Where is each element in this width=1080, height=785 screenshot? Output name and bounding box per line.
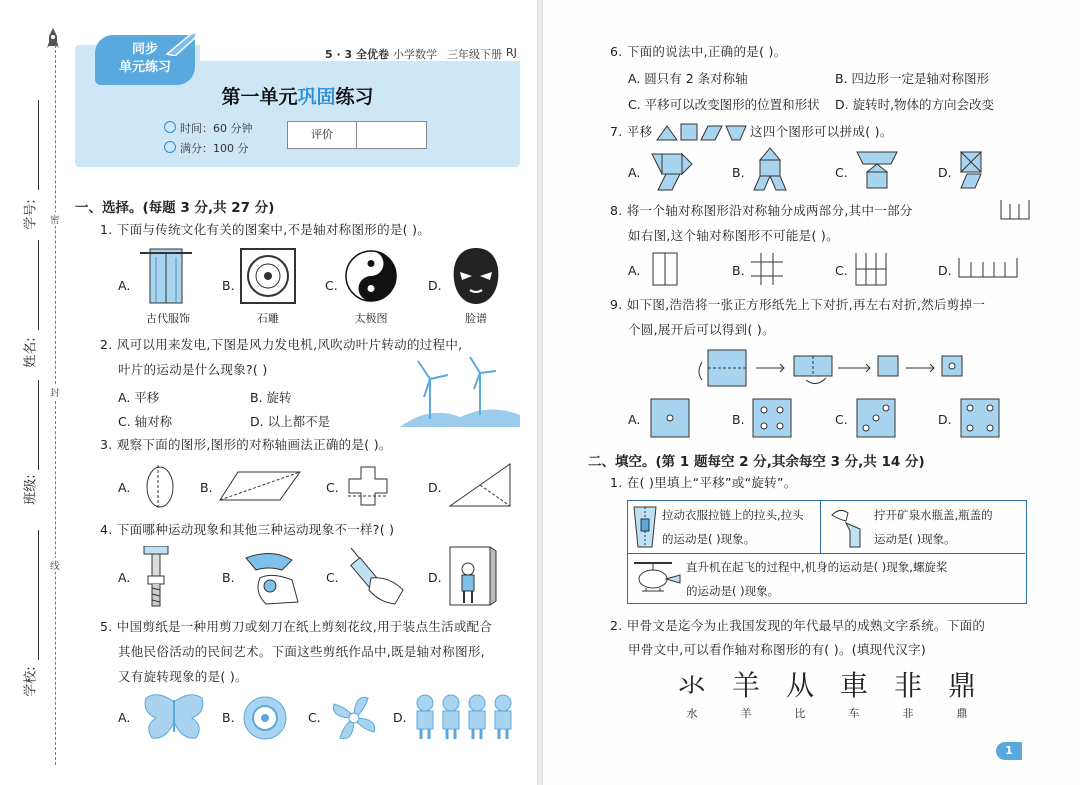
section1-title: 一、选择。(每题 3 分,共 27 分) <box>75 200 275 216</box>
round-papercut-image <box>242 695 288 741</box>
q6-option-c[interactable]: C. 平移可以改变图形的位置和形状 <box>628 97 820 112</box>
q2-option-d[interactable]: D. 以上都不是 <box>250 414 331 429</box>
oracle-glyph-3: 車 <box>839 669 868 702</box>
q3-option-c[interactable]: C. <box>326 480 339 495</box>
q3-oval-figure <box>145 465 175 509</box>
section2-title: 二、填空。(第 1 题每空 2 分,其余每空 3 分,共 14 分) <box>588 454 925 470</box>
q8-line2: 如右图,这个轴对称图形不可能是( )。 <box>628 228 839 243</box>
helicopter-image <box>632 557 682 601</box>
q5-option-a[interactable]: A. <box>118 710 131 725</box>
q7-option-b[interactable]: B. <box>732 165 745 180</box>
eval-field[interactable] <box>357 122 426 148</box>
page-number: 1 <box>996 742 1022 760</box>
q4-option-b[interactable]: B. <box>222 570 235 585</box>
cell3-line2: 的运动是( )现象。 <box>686 584 780 598</box>
door-boy-image <box>448 545 498 607</box>
faucet-image <box>140 546 172 608</box>
q5-line2: 其他民俗活动的民间艺术。下面这些剪纸作品中,既是轴对称图形, <box>118 644 485 659</box>
header-grade: 三年级下册 <box>447 48 502 61</box>
oracle-glyph-0: 氺 <box>677 669 706 702</box>
q8-option-c[interactable]: C. <box>835 263 848 278</box>
q5-option-b[interactable]: B. <box>222 710 235 725</box>
oracle-label-4: 非 <box>902 707 914 720</box>
q4-option-a[interactable]: A. <box>118 570 131 585</box>
oracle-glyph-1: 羊 <box>731 669 760 702</box>
q3-option-b[interactable]: B. <box>200 480 213 495</box>
q1-option-b[interactable]: B. <box>222 278 235 293</box>
q7-four-shapes <box>656 122 748 142</box>
binding-mark-xian: 线 <box>50 558 60 572</box>
q9-line2: 个圆,展开后可以得到( )。 <box>628 322 775 337</box>
binding-mark-feng: 封 <box>50 385 60 399</box>
rocket-icon <box>47 28 59 52</box>
q3-text: 3. 观察下面的图形,图形的对称轴画法正确的是( )。 <box>100 437 392 452</box>
school-label: 学校: <box>23 666 39 697</box>
q9-option-c[interactable]: C. <box>835 412 848 427</box>
badge-rocket-icon <box>165 30 199 60</box>
q3-option-d[interactable]: D. <box>428 480 442 495</box>
badge-line2: 单元练习 <box>118 59 171 75</box>
q5-option-d[interactable]: D. <box>393 710 407 725</box>
oracle-label-0: 水 <box>686 707 698 720</box>
s2-q2-line1: 2. 甲骨文是迄今为止我国发现的年代最早的成熟文字系统。下面的 <box>610 618 986 633</box>
q7-option-c[interactable]: C. <box>835 165 848 180</box>
q1-option-d[interactable]: D. <box>428 278 442 293</box>
q8-option-d[interactable]: D. <box>938 263 952 278</box>
oracle-label-2: 比 <box>794 707 806 720</box>
q8-figure-d <box>958 258 1018 278</box>
q7-figure-b <box>752 146 788 192</box>
q6-text: 6. 下面的说法中,正确的是( )。 <box>610 44 787 59</box>
q7-option-d[interactable]: D. <box>938 165 952 180</box>
q2-line2: 叶片的运动是什么现象?( ) <box>118 362 268 377</box>
table-col-divider <box>820 501 821 553</box>
q7-figure-d <box>958 150 984 190</box>
ancient-costume-image <box>140 247 192 305</box>
header-edition: RJ <box>506 46 517 59</box>
book-spine <box>537 0 543 785</box>
oracle-glyph-5: 鼎 <box>947 669 976 702</box>
syringe-hand-image <box>345 546 407 606</box>
name-label: 姓名: <box>23 337 39 368</box>
title-part1: 第一单元 <box>221 86 298 108</box>
title-part2: 巩固 <box>297 86 336 108</box>
screw-cap-hand-image <box>242 548 300 606</box>
zipper-image <box>632 505 658 549</box>
full-score: 满分：100 分 <box>180 142 249 155</box>
q2-line1: 2. 风可以用来发电,下图是风力发电机,风吹动叶片转动的过程中, <box>100 337 463 352</box>
q4-option-c[interactable]: C. <box>326 570 339 585</box>
q1-caption-b: 石雕 <box>257 312 279 325</box>
check-icon <box>164 141 176 153</box>
school-field[interactable] <box>38 530 39 660</box>
oracle-label-5: 鼎 <box>956 707 968 720</box>
bottle-cap-image <box>826 505 868 549</box>
q9-option-b[interactable]: B. <box>732 412 745 427</box>
oracle-glyph-2: 从 <box>785 669 814 702</box>
header-series: 5 · 3 全优卷 <box>325 48 389 61</box>
q1-caption-c: 太极图 <box>354 312 388 325</box>
q1-option-c[interactable]: C. <box>325 278 338 293</box>
q8-figure-c <box>855 252 887 286</box>
butterfly-papercut-image <box>142 692 206 742</box>
name-field[interactable] <box>38 240 39 330</box>
q8-figure-a <box>652 252 678 286</box>
binding-mark-mi: 密 <box>50 212 60 226</box>
q1-option-a[interactable]: A. <box>118 278 131 293</box>
q4-option-d[interactable]: D. <box>428 570 442 585</box>
cell3-line1: 直升机在起飞的过程中,机身的运动是( )现象,螺旋桨 <box>686 560 948 574</box>
q7-figure-a <box>650 150 694 192</box>
pinwheel-papercut-image <box>328 692 380 744</box>
q8-option-a[interactable]: A. <box>628 263 641 278</box>
class-label: 班级: <box>23 474 39 505</box>
time-limit: 时间：60 分钟 <box>180 122 253 135</box>
q9-figure-a <box>650 398 690 438</box>
title-part3: 练习 <box>335 86 374 108</box>
oracle-glyph-4: 非 <box>893 669 922 702</box>
q7-option-a[interactable]: A. <box>628 165 641 180</box>
q7-suffix: 这四个图形可以拼成( )。 <box>750 124 893 139</box>
q9-figure-b <box>752 398 792 438</box>
eval-label: 评价 <box>288 122 357 148</box>
cell2-line1: 拧开矿泉水瓶盖,瓶盖的 <box>874 508 993 522</box>
q8-reference-figure <box>1000 200 1030 220</box>
oracle-label-3: 车 <box>848 707 860 720</box>
q8-option-b[interactable]: B. <box>732 263 745 278</box>
cell1-line1: 拉动衣服拉链上的拉头,拉头 <box>662 508 804 522</box>
binding-dashed-line <box>55 45 56 765</box>
oracle-label-1: 羊 <box>740 707 752 720</box>
q1-caption-a: 古代服饰 <box>146 312 190 325</box>
q9-figure-c <box>856 398 896 438</box>
taiji-image <box>345 250 397 302</box>
q9-option-d[interactable]: D. <box>938 412 952 427</box>
table-row-divider <box>628 553 1025 554</box>
q9-option-a[interactable]: A. <box>628 412 641 427</box>
q2-option-a[interactable]: A. 平移 <box>118 390 160 405</box>
motion-table <box>627 500 1027 604</box>
q1-caption-d: 脸谱 <box>465 312 487 325</box>
header-subject: 小学数学 <box>393 48 437 61</box>
q5-line1: 5. 中国剪纸是一种用剪刀或刻刀在纸上剪刻花纹,用于装点生活或配合 <box>100 619 493 634</box>
s2-q1-text: 1. 在( )里填上“平移”或“旋转”。 <box>610 475 797 490</box>
q5-line3: 又有旋转现象的是( )。 <box>118 669 248 684</box>
q3-parallelogram-figure <box>218 470 302 502</box>
q6-option-d[interactable]: D. 旋转时,物体的方向会改变 <box>835 97 995 112</box>
q8-figure-b <box>750 252 784 286</box>
q9-line1: 9. 如下图,浩浩将一张正方形纸先上下对折,再左右对折,然后剪掉一 <box>610 297 986 312</box>
cell2-line2: 运动是( )现象。 <box>874 532 956 546</box>
clock-icon <box>164 121 176 133</box>
q6-option-b[interactable]: B. 四边形一定是轴对称图形 <box>835 71 990 86</box>
q3-cross-figure <box>348 466 388 506</box>
q4-text: 4. 下面哪种运动现象和其他三种运动现象不一样?( ) <box>100 522 395 537</box>
q5-option-c[interactable]: C. <box>308 710 321 725</box>
q9-figure-d <box>960 398 1000 438</box>
q3-triangle-figure <box>448 462 512 508</box>
q1-text: 1. 下面与传统文化有关的图案中,不是轴对称图形的是( )。 <box>100 222 431 237</box>
cell1-line2: 的运动是( )现象。 <box>662 532 756 546</box>
figures-papercut-image <box>412 693 516 741</box>
stone-carving-image <box>240 248 296 304</box>
badge-line1: 同步 <box>131 42 158 57</box>
q2-option-b[interactable]: B. 旋转 <box>250 390 292 405</box>
q8-line1: 8. 将一个轴对称图形沿对称轴分成两部分,其中一部分 <box>610 203 913 218</box>
student-id-label: 学号: <box>23 199 39 230</box>
class-field[interactable] <box>38 380 39 470</box>
q7-figure-c <box>855 150 899 190</box>
q7-prefix: 7. 平移 <box>610 124 653 139</box>
q2-option-c[interactable]: C. 轴对称 <box>118 414 173 429</box>
evaluation-box <box>287 121 427 149</box>
q9-folding-steps <box>688 348 968 390</box>
wind-turbines-image <box>400 355 520 427</box>
student-id-field[interactable] <box>38 100 39 190</box>
q3-option-a[interactable]: A. <box>118 480 131 495</box>
opera-mask-image <box>448 246 504 306</box>
unit-title <box>75 82 520 109</box>
s2-q2-line2: 甲骨文中,可以看作轴对称图形的有( )。(填现代汉字) <box>628 642 927 657</box>
q6-option-a[interactable]: A. 圆只有 2 条对称轴 <box>628 71 748 86</box>
